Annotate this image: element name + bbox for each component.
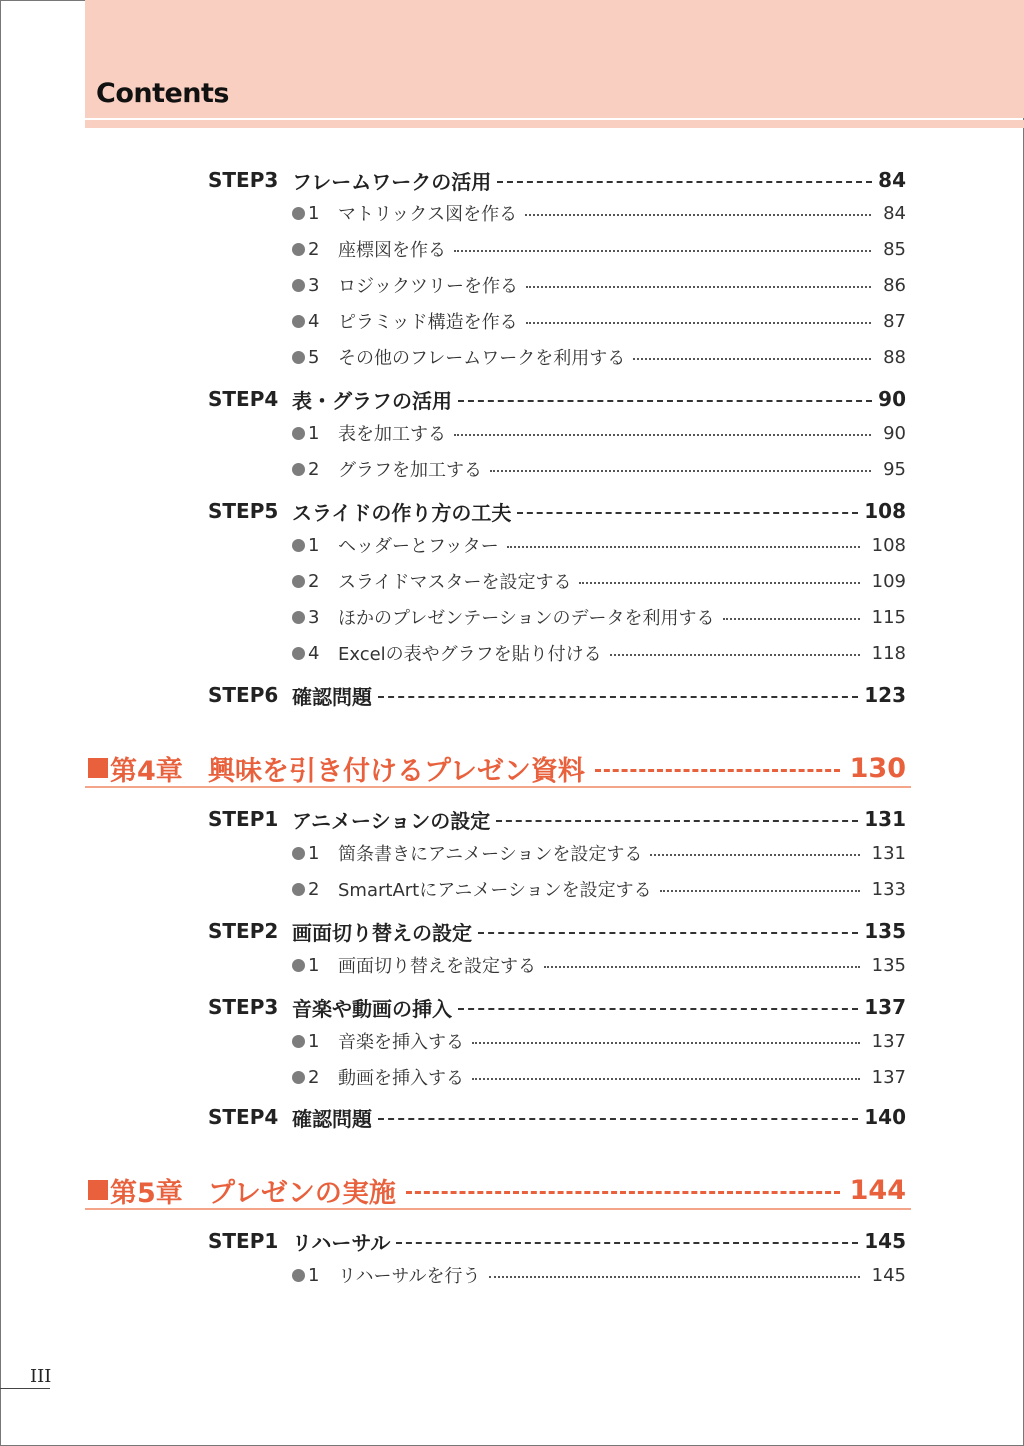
step-title: スライドの作り方の工夫 bbox=[292, 500, 512, 525]
sub-number: 2 bbox=[308, 570, 320, 592]
chapter-number: 第4章 bbox=[110, 755, 183, 787]
dot-leader bbox=[579, 582, 859, 584]
sub-page: 115 bbox=[871, 606, 906, 628]
toc-sub-row bbox=[292, 342, 906, 372]
sub-title: 表を加工する bbox=[338, 424, 446, 445]
sub-number: 1 bbox=[308, 1030, 320, 1052]
step-title: 画面切り替えの設定 bbox=[292, 920, 472, 945]
sub-page: 109 bbox=[871, 570, 906, 592]
sub-title: 座標図を作る bbox=[338, 240, 446, 261]
square-bullet-icon bbox=[88, 758, 108, 778]
step-number: STEP3 bbox=[208, 995, 279, 1019]
step-page: 140 bbox=[864, 1105, 906, 1129]
toc-sub-row bbox=[292, 454, 906, 484]
sub-number: 1 bbox=[308, 1264, 320, 1286]
step-page: 84 bbox=[878, 168, 906, 192]
step-page: 145 bbox=[864, 1229, 906, 1253]
sub-page: 84 bbox=[883, 202, 906, 224]
toc-sub-row bbox=[292, 306, 906, 336]
dot-leader bbox=[526, 286, 871, 288]
dot-leader bbox=[660, 890, 860, 892]
toc-sub-row bbox=[292, 566, 906, 596]
sub-page: 90 bbox=[883, 422, 906, 444]
toc-step-row bbox=[208, 802, 906, 836]
step-number: STEP3 bbox=[208, 168, 279, 192]
sub-title: その他のフレームワークを利用する bbox=[338, 348, 626, 369]
step-title: フレームワークの活用 bbox=[292, 169, 492, 194]
sub-number: 5 bbox=[308, 346, 320, 368]
sub-title: ヘッダーとフッター bbox=[338, 536, 499, 557]
dash-leader bbox=[496, 820, 858, 822]
sub-number: 3 bbox=[308, 274, 320, 296]
bullet-dot-icon bbox=[292, 315, 305, 328]
step-page: 123 bbox=[864, 683, 906, 707]
sub-number: 4 bbox=[308, 642, 320, 664]
toc-sub-row bbox=[292, 838, 906, 868]
page-number-rule bbox=[0, 1388, 50, 1389]
sub-page: 87 bbox=[883, 310, 906, 332]
bullet-dot-icon bbox=[292, 427, 305, 440]
toc-sub-row bbox=[292, 270, 906, 300]
toc-step-row bbox=[208, 494, 906, 528]
sub-title: マトリックス図を作る bbox=[338, 204, 518, 225]
toc-sub-row bbox=[292, 1062, 906, 1092]
toc-chapter-row bbox=[88, 1170, 906, 1210]
sub-page: 118 bbox=[871, 642, 906, 664]
step-number: STEP5 bbox=[208, 499, 279, 523]
toc-sub-row bbox=[292, 530, 906, 560]
sub-title: ロジックツリーを作る bbox=[338, 276, 518, 297]
step-page: 90 bbox=[878, 387, 906, 411]
dash-leader bbox=[478, 932, 858, 934]
bullet-dot-icon bbox=[292, 1071, 305, 1084]
sub-title: グラフを加工する bbox=[338, 460, 482, 481]
sub-page: 95 bbox=[883, 458, 906, 480]
dot-leader bbox=[454, 250, 871, 252]
step-page: 137 bbox=[864, 995, 906, 1019]
sub-title: 箇条書きにアニメーションを設定する bbox=[338, 844, 643, 865]
toc-sub-row bbox=[292, 1026, 906, 1056]
step-number: STEP4 bbox=[208, 1105, 279, 1129]
dot-leader bbox=[723, 618, 860, 620]
dash-leader bbox=[595, 769, 840, 772]
sub-number: 4 bbox=[308, 310, 320, 332]
dash-leader bbox=[458, 1008, 858, 1010]
toc-sub-row bbox=[292, 1260, 906, 1290]
sub-number: 1 bbox=[308, 202, 320, 224]
bullet-dot-icon bbox=[292, 647, 305, 660]
chapter-page: 130 bbox=[849, 752, 906, 784]
square-bullet-icon bbox=[88, 1180, 108, 1200]
sub-page: 85 bbox=[883, 238, 906, 260]
toc-chapter-row bbox=[88, 748, 906, 788]
toc-step-row bbox=[208, 1100, 906, 1134]
bullet-dot-icon bbox=[292, 1269, 305, 1282]
sub-page: 108 bbox=[871, 534, 906, 556]
sub-title: ピラミッド構造を作る bbox=[338, 312, 518, 333]
step-number: STEP1 bbox=[208, 807, 279, 831]
sub-page: 145 bbox=[871, 1264, 906, 1286]
sub-page: 86 bbox=[883, 274, 906, 296]
toc-step-row bbox=[208, 1224, 906, 1258]
sub-number: 2 bbox=[308, 878, 320, 900]
step-title: 確認問題 bbox=[292, 1106, 372, 1131]
chapter-title: プレゼンの実施 bbox=[208, 1177, 396, 1209]
sub-page: 137 bbox=[871, 1066, 906, 1088]
dash-leader bbox=[406, 1191, 840, 1194]
dot-leader bbox=[525, 214, 871, 216]
toc-step-row bbox=[208, 678, 906, 712]
step-number: STEP2 bbox=[208, 919, 279, 943]
dash-leader bbox=[396, 1242, 858, 1244]
sub-page: 131 bbox=[871, 842, 906, 864]
toc-sub-row bbox=[292, 418, 906, 448]
sub-title: SmartArtにアニメーションを設定する bbox=[338, 880, 652, 901]
sub-number: 1 bbox=[308, 422, 320, 444]
sub-title: ほかのプレゼンテーションのデータを利用する bbox=[338, 608, 715, 629]
dot-leader bbox=[489, 1276, 860, 1278]
sub-number: 1 bbox=[308, 842, 320, 864]
step-page: 108 bbox=[864, 499, 906, 523]
step-number: STEP6 bbox=[208, 683, 279, 707]
dot-leader bbox=[472, 1078, 860, 1080]
toc-step-row bbox=[208, 914, 906, 948]
bullet-dot-icon bbox=[292, 883, 305, 896]
step-page: 131 bbox=[864, 807, 906, 831]
sub-number: 3 bbox=[308, 606, 320, 628]
sub-page: 133 bbox=[871, 878, 906, 900]
sub-number: 2 bbox=[308, 458, 320, 480]
bullet-dot-icon bbox=[292, 611, 305, 624]
dot-leader bbox=[610, 654, 860, 656]
dot-leader bbox=[650, 854, 859, 856]
bullet-dot-icon bbox=[292, 539, 305, 552]
step-title: 表・グラフの活用 bbox=[292, 388, 452, 413]
sub-page: 137 bbox=[871, 1030, 906, 1052]
dot-leader bbox=[454, 434, 871, 436]
dot-leader bbox=[507, 546, 860, 548]
bullet-dot-icon bbox=[292, 959, 305, 972]
dash-leader bbox=[378, 696, 858, 698]
toc-sub-row bbox=[292, 602, 906, 632]
sub-number: 1 bbox=[308, 954, 320, 976]
sub-number: 2 bbox=[308, 238, 320, 260]
sub-page: 135 bbox=[871, 954, 906, 976]
bullet-dot-icon bbox=[292, 463, 305, 476]
dot-leader bbox=[526, 322, 871, 324]
page-title: Contents bbox=[96, 78, 230, 109]
header-underline bbox=[85, 120, 1024, 128]
step-number: STEP4 bbox=[208, 387, 279, 411]
sub-title: 音楽を挿入する bbox=[338, 1032, 464, 1053]
toc-sub-row bbox=[292, 198, 906, 228]
step-title: 確認問題 bbox=[292, 684, 372, 709]
dot-leader bbox=[490, 470, 871, 472]
toc-step-row bbox=[208, 990, 906, 1024]
bullet-dot-icon bbox=[292, 351, 305, 364]
step-number: STEP1 bbox=[208, 1229, 279, 1253]
toc-sub-row bbox=[292, 874, 906, 904]
chapter-page: 144 bbox=[849, 1174, 906, 1206]
sub-title: スライドマスターを設定する bbox=[338, 572, 572, 593]
step-page: 135 bbox=[864, 919, 906, 943]
page-number: III bbox=[30, 1366, 52, 1387]
toc-sub-row bbox=[292, 234, 906, 264]
dot-leader bbox=[472, 1042, 860, 1044]
toc-step-row bbox=[208, 163, 906, 197]
bullet-dot-icon bbox=[292, 243, 305, 256]
sub-page: 88 bbox=[883, 346, 906, 368]
step-title: 音楽や動画の挿入 bbox=[292, 996, 452, 1021]
bullet-dot-icon bbox=[292, 1035, 305, 1048]
dash-leader bbox=[497, 181, 872, 183]
bullet-dot-icon bbox=[292, 207, 305, 220]
bullet-dot-icon bbox=[292, 279, 305, 292]
bullet-dot-icon bbox=[292, 847, 305, 860]
chapter-title: 興味を引き付けるプレゼン資料 bbox=[208, 755, 585, 787]
bullet-dot-icon bbox=[292, 575, 305, 588]
step-title: アニメーションの設定 bbox=[292, 808, 491, 833]
sub-number: 1 bbox=[308, 534, 320, 556]
dash-leader bbox=[378, 1118, 858, 1120]
toc-sub-row bbox=[292, 950, 906, 980]
sub-number: 2 bbox=[308, 1066, 320, 1088]
toc-sub-row bbox=[292, 638, 906, 668]
chapter-number: 第5章 bbox=[110, 1177, 183, 1209]
sub-title: 画面切り替えを設定する bbox=[338, 956, 536, 977]
toc-step-row bbox=[208, 382, 906, 416]
dot-leader bbox=[633, 358, 871, 360]
dash-leader bbox=[458, 400, 872, 402]
sub-title: リハーサルを行う bbox=[338, 1266, 481, 1287]
dot-leader bbox=[544, 966, 860, 968]
step-title: リハーサル bbox=[292, 1230, 391, 1255]
sub-title: Excelの表やグラフを貼り付ける bbox=[338, 644, 602, 665]
sub-title: 動画を挿入する bbox=[338, 1068, 464, 1089]
dash-leader bbox=[517, 512, 858, 514]
